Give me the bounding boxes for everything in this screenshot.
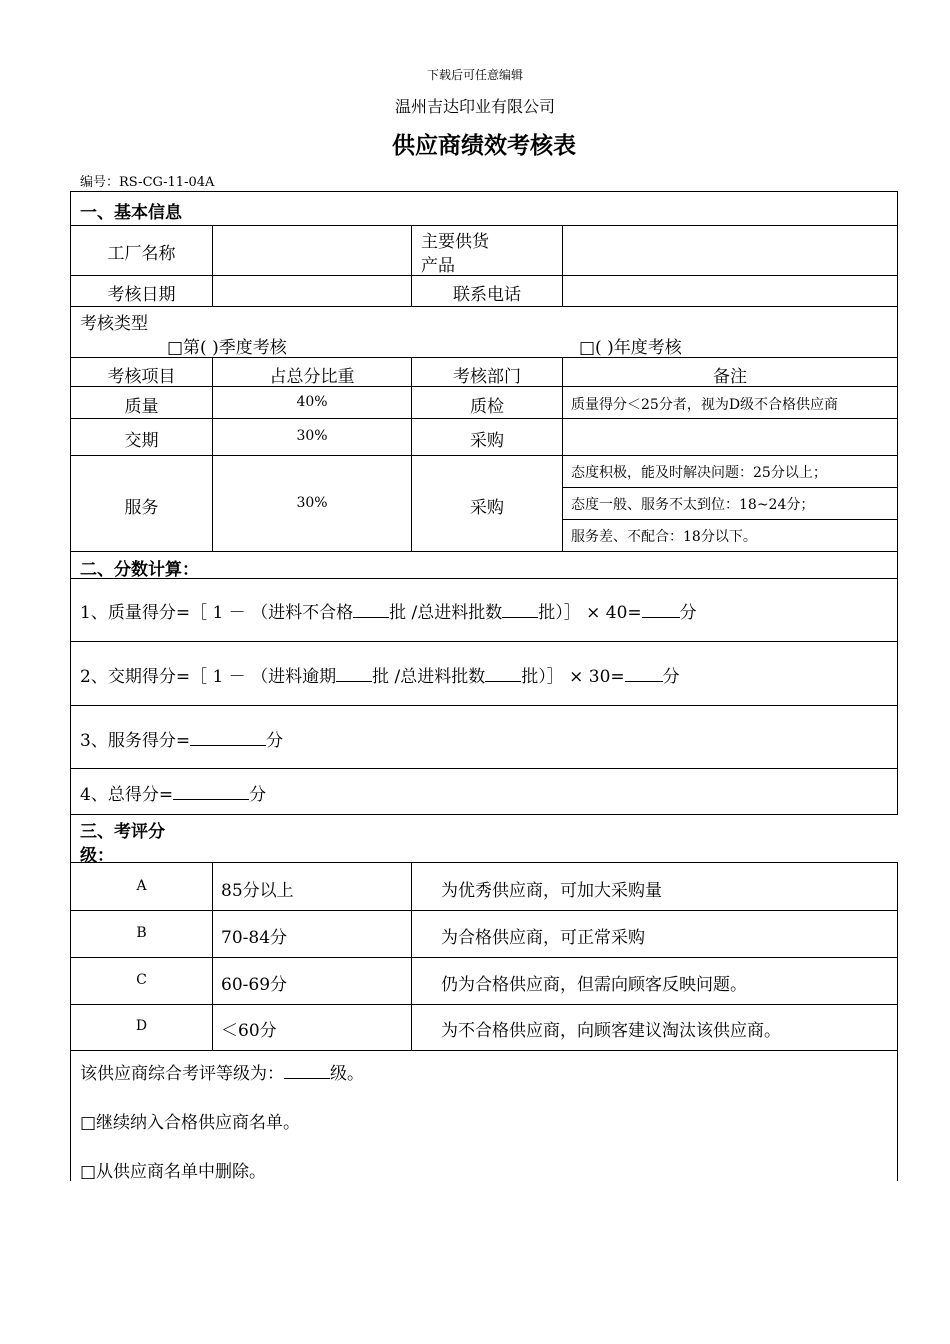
formula-quality-blank-2[interactable] <box>502 601 538 618</box>
section-grading-title-1: 三、考评分 <box>80 822 165 842</box>
formula-total-blank[interactable] <box>173 783 249 800</box>
remove-supplier-option[interactable]: □从供应商名单中删除。 <box>80 1162 267 1182</box>
header-item: 考核项目 <box>107 367 176 387</box>
formula-quality-blank-3[interactable] <box>642 601 680 618</box>
keep-supplier-option[interactable]: □继续纳入合格供应商名单。 <box>80 1113 301 1133</box>
header-department: 考核部门 <box>453 367 521 387</box>
row-service-note-3: 服务差、不配合：18分以下。 <box>571 529 757 545</box>
row-quality-dept: 质检 <box>470 397 504 417</box>
row-service-item: 服务 <box>124 498 159 518</box>
row-quality-weight: 40% <box>296 394 328 410</box>
overall-grade-line: 该供应商综合考评等级为： 级。 <box>80 1064 364 1084</box>
document-code: 编号：RS-CG-11-04A <box>80 175 215 190</box>
grade-d-letter: D <box>135 1018 148 1034</box>
grade-a-desc: 为优秀供应商，可加大采购量 <box>441 881 662 901</box>
overall-grade-blank[interactable] <box>284 1062 330 1079</box>
formula-quality-blank-1[interactable] <box>353 601 389 618</box>
grade-c-desc: 仍为合格供应商，但需向顾客反映问题。 <box>441 975 747 995</box>
formula-delivery-blank-1[interactable] <box>336 665 372 682</box>
header-weight: 占总分比重 <box>269 367 355 387</box>
row-service-weight: 30% <box>296 495 328 511</box>
grade-c-letter: C <box>136 972 147 988</box>
grade-a-range: 85分以上 <box>221 881 294 901</box>
grade-b-desc: 为合格供应商，可正常采购 <box>441 928 645 948</box>
formula-service-blank[interactable] <box>190 729 266 746</box>
assessment-date-label: 考核日期 <box>107 285 176 305</box>
row-delivery-weight: 30% <box>296 428 328 444</box>
header-remark: 备注 <box>713 367 747 387</box>
row-delivery-dept: 采购 <box>470 431 504 451</box>
section-grading-title-2: 级： <box>80 846 114 866</box>
formula-service: 3、服务得分= 分 <box>80 731 284 751</box>
quarterly-assessment-option[interactable]: □第( )季度考核 <box>167 338 287 358</box>
main-product-label-line2: 产品 <box>421 256 455 276</box>
formula-quality: 1、质量得分=［ 1 － （进料不合格 批 /总进料批数 批）］ × 40= 分 <box>80 603 697 623</box>
formula-delivery-blank-3[interactable] <box>625 665 663 682</box>
row-quality-item: 质量 <box>124 397 159 417</box>
grade-a-letter: A <box>136 878 147 894</box>
formula-delivery: 2、交期得分=［ 1 － （进料逾期 批 /总进料批数 批）］ × 30= 分 <box>80 667 680 687</box>
row-delivery-item: 交期 <box>124 431 159 451</box>
page-title: 供应商绩效考核表 <box>392 132 576 159</box>
grade-c-range: 60-69分 <box>221 975 288 995</box>
grade-d-desc: 为不合格供应商，向顾客建议淘汰该供应商。 <box>441 1021 781 1041</box>
formula-delivery-blank-2[interactable] <box>485 665 521 682</box>
company-name: 温州吉达印业有限公司 <box>394 97 555 116</box>
row-service-note-1: 态度积极，能及时解决问题：25分以上； <box>571 465 827 481</box>
assessment-type-label: 考核类型 <box>80 314 148 334</box>
download-note: 下载后可任意编辑 <box>426 68 523 82</box>
formula-total: 4、总得分= 分 <box>80 785 267 805</box>
row-service-note-2: 态度一般、服务不太到位：18~24分； <box>571 497 815 513</box>
row-quality-note: 质量得分＜25分者，视为D级不合格供应商 <box>571 397 839 413</box>
factory-name-label: 工厂名称 <box>107 244 176 264</box>
grade-d-range: ＜60分 <box>221 1021 277 1041</box>
phone-label: 联系电话 <box>453 285 521 305</box>
annual-assessment-option[interactable]: □( )年度考核 <box>579 338 682 358</box>
row-service-dept: 采购 <box>470 498 504 518</box>
grade-b-range: 70-84分 <box>221 928 288 948</box>
section-basic-info-title: 一、基本信息 <box>80 203 182 223</box>
grade-b-letter: B <box>136 925 147 941</box>
section-score-calc-title: 二、分数计算： <box>80 560 199 580</box>
main-product-label-line1: 主要供货 <box>421 232 489 252</box>
